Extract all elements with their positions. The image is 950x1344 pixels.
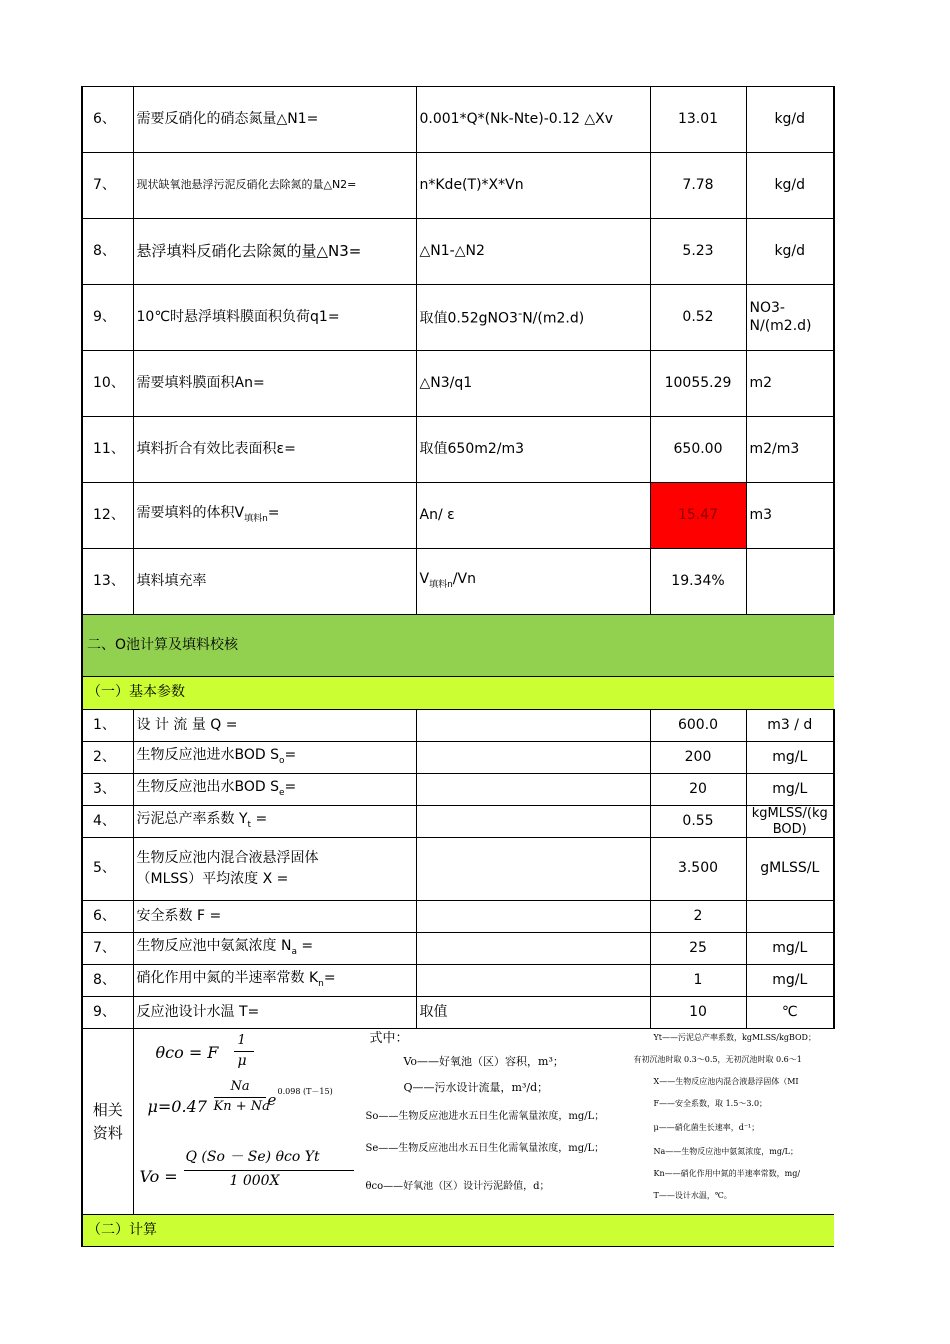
param-unit[interactable]: mg/L xyxy=(746,965,834,997)
eq2-exp-base: e xyxy=(267,1090,277,1109)
formula-part: 取值0.52gNO3 xyxy=(419,311,518,328)
table-row xyxy=(82,87,834,153)
param-unit[interactable]: mg/L xyxy=(746,774,834,806)
param-name[interactable] xyxy=(133,483,416,549)
legend-line: So——生物反应池进水五日生化需氧量浓度，mg/L； xyxy=(365,1110,605,1122)
table-row xyxy=(82,901,834,933)
reference-image xyxy=(133,1029,834,1215)
row-index: 10、 xyxy=(82,351,133,417)
eq3-lhs: Vo = xyxy=(139,1166,178,1186)
table-row xyxy=(82,483,834,549)
name-part: = xyxy=(267,505,280,522)
table-row xyxy=(82,742,834,774)
legend-line: X——生物反应池内混合液悬浮固体（MI xyxy=(653,1076,799,1086)
param-value[interactable]: 200 xyxy=(650,742,746,774)
param-unit[interactable]: kg/d xyxy=(746,219,834,285)
name-subscript: n xyxy=(318,979,324,990)
name-line: （MLSS）平均浓度 X = xyxy=(136,871,289,887)
param-value[interactable]: 2 xyxy=(650,901,746,933)
param-name[interactable]: 安全系数 F = xyxy=(133,901,416,933)
param-unit[interactable] xyxy=(746,549,834,615)
param-name[interactable] xyxy=(133,742,416,774)
reference-label xyxy=(82,1029,133,1215)
name-subscript: 填料n xyxy=(244,514,268,525)
param-formula[interactable] xyxy=(416,806,650,838)
param-unit[interactable]: NO3-N/(m2.d) xyxy=(746,285,834,351)
reference-label-line: 资料 xyxy=(92,1123,123,1142)
row-index: 6、 xyxy=(82,87,133,153)
param-value[interactable]: 1 xyxy=(650,965,746,997)
name-part: 生物反应池进水BOD S xyxy=(136,747,279,764)
param-value[interactable]: 0.52 xyxy=(650,285,746,351)
param-formula[interactable] xyxy=(416,901,650,933)
param-formula[interactable] xyxy=(416,933,650,965)
legend-line: Kn——硝化作用中氮的半速率常数，mg/ xyxy=(653,1168,801,1178)
legend-title: 式中： xyxy=(369,1030,409,1046)
param-unit[interactable]: m3 xyxy=(746,483,834,549)
formula-superscript: - xyxy=(517,306,523,321)
table-row xyxy=(82,417,834,483)
legend-line: μ——硝化菌生长速率，d⁻¹； xyxy=(653,1122,760,1132)
row-index: 9、 xyxy=(82,285,133,351)
row-index: 9、 xyxy=(82,997,133,1029)
formula-part: V xyxy=(419,571,430,588)
name-part: 污泥总产率系数 Y xyxy=(136,811,248,828)
eq1-denominator: μ xyxy=(237,1052,247,1069)
legend-line: Vo——好氧池（区）容积，m³； xyxy=(403,1054,564,1068)
name-part: 生物反应池中氨氮浓度 N xyxy=(136,938,292,955)
param-value[interactable]: 600.0 xyxy=(650,710,746,742)
param-formula[interactable] xyxy=(416,965,650,997)
formula-part: /Vn xyxy=(452,571,476,588)
unit-text: kgMLSS/(kgBOD) xyxy=(751,806,828,836)
reference-label-line: 相关 xyxy=(92,1101,123,1119)
table-row xyxy=(82,838,834,901)
name-part: = xyxy=(251,811,268,828)
name-subscript: t xyxy=(247,820,252,831)
row-index: 5、 xyxy=(82,838,133,901)
param-formula[interactable] xyxy=(416,838,650,901)
name-part: = xyxy=(284,747,297,764)
param-value[interactable]: 20 xyxy=(650,774,746,806)
param-unit[interactable] xyxy=(746,901,834,933)
param-name[interactable]: 填料折合有效比表面积ε= xyxy=(133,417,416,483)
row-index: 4、 xyxy=(82,806,133,838)
param-value[interactable]: 10055.29 xyxy=(650,351,746,417)
param-value[interactable]: 0.55 xyxy=(650,806,746,838)
param-formula[interactable]: n*Kde(T)*X*Vn xyxy=(416,153,650,219)
name-subscript: o xyxy=(279,756,285,767)
formula-subscript: 填料n xyxy=(429,580,453,591)
param-formula[interactable] xyxy=(416,710,650,742)
param-name[interactable] xyxy=(133,965,416,997)
eq1-numerator: 1 xyxy=(237,1032,246,1048)
param-name[interactable] xyxy=(133,933,416,965)
section-header-row xyxy=(82,615,834,677)
legend-line: Na——生物反应池中氨氮浓度，mg/L； xyxy=(653,1146,798,1156)
fraction-bar xyxy=(184,1170,354,1171)
row-index: 8、 xyxy=(82,965,133,997)
param-formula[interactable]: △N3/q1 xyxy=(416,351,650,417)
param-value[interactable]: 650.00 xyxy=(650,417,746,483)
param-formula[interactable]: 取值 xyxy=(416,997,650,1029)
row-index: 3、 xyxy=(82,774,133,806)
param-unit[interactable]: kg/d xyxy=(746,87,834,153)
name-subscript: e xyxy=(279,788,285,799)
table-row xyxy=(82,285,834,351)
param-value[interactable]: 25 xyxy=(650,933,746,965)
param-unit[interactable]: m2 xyxy=(746,351,834,417)
name-part: 生物反应池出水BOD S xyxy=(136,779,279,796)
row-index: 11、 xyxy=(82,417,133,483)
legend-line: F——安全系数，取 1.5～3.0； xyxy=(653,1098,768,1108)
param-formula[interactable]: An/ ε xyxy=(416,483,650,549)
param-name[interactable]: 反应池设计水温 T= xyxy=(133,997,416,1029)
param-value[interactable]: 10 xyxy=(650,997,746,1029)
param-name[interactable] xyxy=(133,806,416,838)
row-index: 6、 xyxy=(82,901,133,933)
param-unit[interactable]: m3 / d xyxy=(746,710,834,742)
param-name[interactable]: 填料填充率 xyxy=(133,549,416,615)
row-index: 7、 xyxy=(82,933,133,965)
param-name[interactable]: 现状缺氧池悬浮污泥反硝化去除氮的量△N2= xyxy=(133,153,416,219)
subsection-title[interactable]: （一）基本参数 xyxy=(82,677,834,710)
param-name[interactable] xyxy=(133,774,416,806)
param-value[interactable]: 19.34% xyxy=(650,549,746,615)
param-formula[interactable] xyxy=(416,774,650,806)
row-index: 2、 xyxy=(82,742,133,774)
param-formula[interactable]: 取值650m2/m3 xyxy=(416,417,650,483)
param-name[interactable]: 设 计 流 量 Q = xyxy=(133,710,416,742)
row-index: 1、 xyxy=(82,710,133,742)
param-formula[interactable] xyxy=(416,742,650,774)
subsection-header-row xyxy=(82,677,834,710)
table-row xyxy=(82,933,834,965)
row-index: 7、 xyxy=(82,153,133,219)
table-row xyxy=(82,965,834,997)
name-part: = xyxy=(284,779,297,796)
param-formula[interactable]: 0.001*Q*(Nk-Nte)-0.12 △Xv xyxy=(416,87,650,153)
param-formula[interactable] xyxy=(416,549,650,615)
param-value[interactable]: 7.78 xyxy=(650,153,746,219)
param-value-highlighted[interactable]: 15.47 xyxy=(650,483,746,549)
param-name[interactable]: 悬浮填料反硝化去除氮的量△N3= xyxy=(133,219,416,285)
reference-formulas xyxy=(134,1031,834,1213)
formula-part: N/(m2.d) xyxy=(522,311,585,328)
eq2-lhs: μ=0.47 xyxy=(147,1096,207,1116)
table-row xyxy=(82,710,834,742)
eq2-denominator: Kn + Na xyxy=(213,1098,270,1114)
table-row xyxy=(82,351,834,417)
name-line: 生物反应池内混合液悬浮固体 xyxy=(136,850,319,866)
param-name[interactable] xyxy=(133,838,416,901)
param-unit[interactable]: mg/L xyxy=(746,742,834,774)
name-part: 硝化作用中氮的半速率常数 K xyxy=(136,970,319,987)
legend-line: 有初沉池时取 0.3～0.5，无初沉池时取 0.6～1 xyxy=(633,1054,802,1064)
spreadsheet xyxy=(81,86,833,1247)
reference-row xyxy=(82,1029,834,1215)
fraction-bar xyxy=(214,1097,266,1098)
table-row xyxy=(82,549,834,615)
legend-line: Yt——污泥总产率系数，kgMLSS/kgBOD； xyxy=(653,1032,816,1042)
name-part: = xyxy=(296,938,314,955)
legend-line: T——设计水温，℃。 xyxy=(653,1190,732,1200)
table-row xyxy=(82,153,834,219)
param-unit[interactable] xyxy=(746,806,834,838)
eq2-numerator: Na xyxy=(230,1078,250,1094)
table-row xyxy=(82,774,834,806)
name-part: = xyxy=(323,970,336,987)
param-unit[interactable]: ℃ xyxy=(746,997,834,1029)
eq1-lhs: θco = F xyxy=(155,1042,219,1062)
param-unit[interactable]: kg/d xyxy=(746,153,834,219)
param-unit[interactable]: mg/L xyxy=(746,933,834,965)
param-value[interactable]: 13.01 xyxy=(650,87,746,153)
param-formula[interactable] xyxy=(416,285,650,351)
param-name[interactable]: 需要填料膜面积An= xyxy=(133,351,416,417)
table-row xyxy=(82,219,834,285)
subsection-header-row xyxy=(82,1215,834,1247)
fraction-bar xyxy=(234,1051,254,1052)
param-value[interactable]: 3.500 xyxy=(650,838,746,901)
subsection-title[interactable]: （二）计算 xyxy=(82,1215,834,1247)
eq3-numerator: Q (So － Se) θco Yt xyxy=(185,1148,320,1165)
legend-line: Q——污水设计流量，m³/d； xyxy=(403,1080,549,1094)
name-subscript: a xyxy=(291,947,297,958)
eq3-denominator: 1 000X xyxy=(229,1172,280,1189)
param-unit[interactable]: gMLSS/L xyxy=(746,838,834,901)
calc-table xyxy=(81,86,835,1247)
table-row xyxy=(82,997,834,1029)
row-index: 12、 xyxy=(82,483,133,549)
table-row xyxy=(82,806,834,838)
param-formula[interactable]: △N1-△N2 xyxy=(416,219,650,285)
param-name[interactable]: 10℃时悬浮填料膜面积负荷q1= xyxy=(133,285,416,351)
row-index: 13、 xyxy=(82,549,133,615)
legend-line: Se——生物反应池出水五日生化需氧量浓度，mg/L； xyxy=(365,1142,605,1154)
row-index: 8、 xyxy=(82,219,133,285)
param-name[interactable]: 需要反硝化的硝态氮量△N1= xyxy=(133,87,416,153)
legend-line: θco——好氧池（区）设计污泥龄值，d； xyxy=(365,1180,550,1192)
param-unit[interactable]: m2/m3 xyxy=(746,417,834,483)
param-value[interactable]: 5.23 xyxy=(650,219,746,285)
section-title[interactable]: 二、O池计算及填料校核 xyxy=(82,615,834,677)
name-part: 需要填料的体积V xyxy=(136,505,245,522)
eq2-exponent: 0.098 (T－15) xyxy=(277,1086,333,1096)
